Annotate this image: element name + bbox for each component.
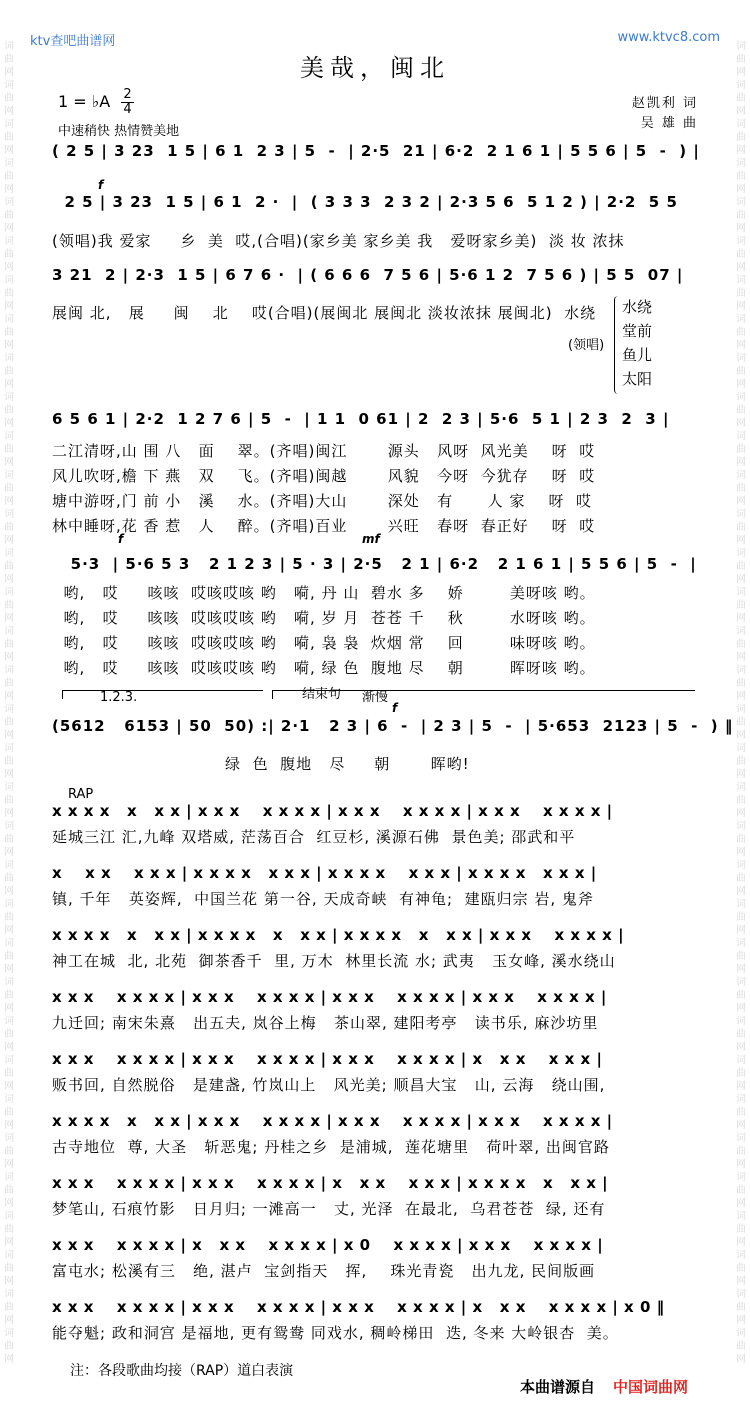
rap-text-row: 延城三江 汇,九峰 双塔威, 茫荡百合 红豆杉, 溪源石佛 景色美; 邵武和平 [52, 828, 576, 846]
footnote: 注：各段歌曲均接（RAP）道白表演 [70, 1363, 294, 1379]
composer-credit: 吴 雄 曲 [640, 116, 698, 131]
score-notes-row: 5·3 | 5·6 5 3 2 1 2 3 | 5 · 3 | 2·5 2 1 | 6·2 2 1 6 1 | 5 5 6 | 5 - | [52, 555, 697, 573]
watermark-left: 词 曲 网 词 曲 网 词 曲 网 词 曲 网 词 曲 网 词 曲 网 词 曲 网 词 曲 网 词 曲 网 词 曲 网 词 曲 网 词 曲 网 词 曲 网 词 曲 网 词 曲 网 词 曲 网 词 曲 网 词 曲 网 词 曲 网 词 曲 网 词 曲 网 词 曲 网 词 曲 网 词 曲 网 词 曲 网 词 曲 网 词 曲 网 词 曲 网 词 曲 网 词 曲 网 词 曲 网 词 曲 网 词 曲 网 词 曲 网 [4, 41, 14, 1365]
score-notes-row: 2 5 | 3 23 1 5 | 6 1 2 · | ( 3 3 3 2 3 2 | 2·3 5 6 5 1 2 ) | 2·2 5 5 [52, 193, 678, 211]
rap-text-row: 富屯水; 松溪有三 绝, 湛卢 宝剑指天 挥, 珠光青瓷 出九龙, 民间版画 [52, 1262, 596, 1280]
lead-brace [614, 296, 621, 394]
score-lyric-line: 林中睡呀,花 香 惹 人 醉。(齐唱)百业 兴旺 春呀 春正好 呀 哎 [52, 517, 596, 535]
dynamic-f-1: f [98, 178, 104, 192]
score-lyric-line: 哟, 哎 咳咳 哎咳哎咳 哟 嗬, 袅 袅 炊烟 常 回 味呀咳 哟。 [52, 634, 596, 652]
key-signature [58, 88, 134, 117]
score-notes-row: (5612 6153 | 50 50) :| 2·1 2 3 | 6 - | 2 3 | 5 - | 5·653 2123 | 5 - ) ‖ [52, 717, 734, 735]
rap-rhythm-row: x x x x x x | x x x x x x x | x x x x x x x | x x x x x x x | [52, 864, 597, 882]
rap-rhythm-row: x x x x x x x | x x x x x x x | x x x x x x x | x x x x x x x | [52, 988, 607, 1006]
source-label: 本曲谱源自 [520, 1378, 596, 1396]
dynamic-f-3: f [392, 701, 398, 715]
tempo-marking: 中速稍快 热情赞美地 [58, 124, 180, 139]
ritard-label: 渐慢 [362, 690, 389, 705]
score-notes-row: 3 21 2 | 2·3 1 5 | 6 7 6 · | ( 6 6 6 7 5 6 | 5·6 1 2 7 5 6 ) | 5 5 07 | [52, 266, 684, 284]
rap-rhythm-row: x x x x x x x | x x x x x x x | x x x x x x x | x x x x x x x | x 0 ‖ [52, 1298, 665, 1316]
rap-text-row: 能夺魁; 政和洞宫 是福地, 更有鸳鸯 同戏水, 稠岭梯田 迭, 冬来 大岭银杏 美。 [52, 1324, 619, 1342]
volta-bracket [62, 690, 263, 699]
dynamic-mf: mf [362, 532, 380, 546]
score-lyric-line: 二江清呀,山 围 八 面 翠。(齐唱)闽江 源头 风呀 风光美 呀 哎 [52, 442, 596, 460]
site-name-left[interactable]: ktv查吧曲谱网 [30, 34, 116, 49]
rap-rhythm-row: x x x x x x x | x x x x x x x | x x x x x x x | x x x x x x x | [52, 926, 625, 944]
rap-rhythm-row: x x x x x x x | x x x x x x x | x x x x x x x | x x x x x x x | [52, 802, 613, 820]
score-lyric-line: 展闽 北, 展 闽 北 哎(合唱)(展闽北 展闽北 淡妆浓抹 展闽北) 水绕 [52, 304, 597, 322]
source-credit [520, 1376, 688, 1397]
rap-rhythm-row: x x x x x x x | x x x x x x x | x x x x x x | x x x x x x x | [52, 1174, 609, 1192]
rap-text-row: 贩书回, 自然脱俗 是建盏, 竹岚山上 风光美; 顺昌大宝 山, 云海 绕山围, [52, 1076, 606, 1094]
lead-option: 水绕 [622, 298, 653, 316]
time-bottom: 4 [123, 102, 132, 117]
time-signature [121, 88, 133, 117]
key-label: 1 = ♭A [58, 92, 111, 111]
rap-text-row: 镇, 千年 英姿辉, 中国兰花 第一谷, 天成奇峡 有神龟; 建瓯归宗 岩, 鬼斧 [52, 890, 594, 908]
lead-brace-label: (领唱) [568, 338, 605, 353]
source-brand[interactable]: 中国词曲网 [613, 1378, 689, 1396]
rap-rhythm-row: x x x x x x x | x x x x x x x | x 0 x x x x | x x x x x x x | [52, 1236, 604, 1254]
score-lyric-line: 哟, 哎 咳咳 哎咳哎咳 哟 嗬, 岁 月 苍苍 千 秋 水呀咳 哟。 [52, 609, 596, 627]
volta-label: 1.2.3. [100, 690, 138, 705]
rap-text-row: 神工在城 北, 北苑 御茶香千 里, 万木 林里长流 水; 武夷 玉女峰, 溪水绕山 [52, 952, 616, 970]
score-notes-row: ( 2 5 | 3 23 1 5 | 6 1 2 3 | 5 - | 2·5 21 | 6·2 2 1 6 1 | 5 5 6 | 5 - ) | [52, 142, 700, 160]
score-lyric-line: 风儿吹呀,檐 下 燕 双 飞。(齐唱)闽越 风貌 今呀 今犹存 呀 哎 [52, 467, 596, 485]
rap-text-row: 古寺地位 尊, 大圣 斩恶鬼; 丹桂之乡 是浦城, 莲花塘里 荷叶翠, 出闽官路 [52, 1138, 610, 1156]
lyricist-credit: 赵凯利 词 [631, 96, 698, 111]
score-lyric-line: 哟, 哎 咳咳 哎咳哎咳 哟 嗬, 绿 色 腹地 尽 朝 晖呀咳 哟。 [52, 659, 596, 677]
score-notes-row: 6 5 6 1 | 2·2 1 2 7 6 | 5 - | 1 1 0 61 | 2 2 3 | 5·6 5 1 | 2 3 2 3 | [52, 410, 670, 428]
rap-text-row: 梦笔山, 石痕竹影 日月归; 一滩高一 丈, 光泽 在最北, 乌君苍苍 绿, 还有 [52, 1200, 606, 1218]
lead-option: 鱼儿 [622, 346, 653, 364]
dynamic-f-2: f [118, 532, 124, 546]
ending-label: 结束句 [302, 687, 342, 702]
song-title: 美哉，闽北 [300, 54, 450, 82]
rap-label: RAP [68, 787, 94, 802]
site-url-right[interactable]: www.ktvc8.com [617, 30, 720, 45]
rap-text-row: 九迁回; 南宋朱熹 出五夫, 岚谷上梅 茶山翠, 建阳考亭 读书乐, 麻沙坊里 [52, 1014, 599, 1032]
lead-option: 太阳 [622, 370, 653, 388]
score-lyric-line: 绿 色 腹地 尽 朝 晖哟! [52, 755, 470, 773]
lead-option: 堂前 [622, 322, 653, 340]
rap-rhythm-row: x x x x x x x | x x x x x x x | x x x x x x x | x x x x x x x | [52, 1112, 613, 1130]
rap-rhythm-row: x x x x x x x | x x x x x x x | x x x x x x x | x x x x x x | [52, 1050, 603, 1068]
score-lyric-line: 塘中游呀,门 前 小 溪 水。(齐唱)大山 深处 有 人 家 呀 哎 [52, 492, 593, 510]
time-top: 2 [123, 87, 132, 102]
watermark-right: 词 曲 网 词 曲 网 词 曲 网 词 曲 网 词 曲 网 词 曲 网 词 曲 网 词 曲 网 词 曲 网 词 曲 网 词 曲 网 词 曲 网 词 曲 网 词 曲 网 词 曲 网 词 曲 网 词 曲 网 词 曲 网 词 曲 网 词 曲 网 词 曲 网 词 曲 网 词 曲 网 词 曲 网 词 曲 网 词 曲 网 词 曲 网 词 曲 网 词 曲 网 词 曲 网 词 曲 网 词 曲 网 词 曲 网 词 曲 网 [736, 41, 746, 1365]
score-lyric-line: 哟, 哎 咳咳 哎咳哎咳 哟 嗬, 丹 山 碧水 多 娇 美呀咳 哟。 [52, 584, 596, 602]
score-lyric-line: (领唱)我 爱家 乡 美 哎,(合唱)(家乡美 家乡美 我 爱呀家乡美) 淡 妆 浓抹 [52, 232, 625, 250]
